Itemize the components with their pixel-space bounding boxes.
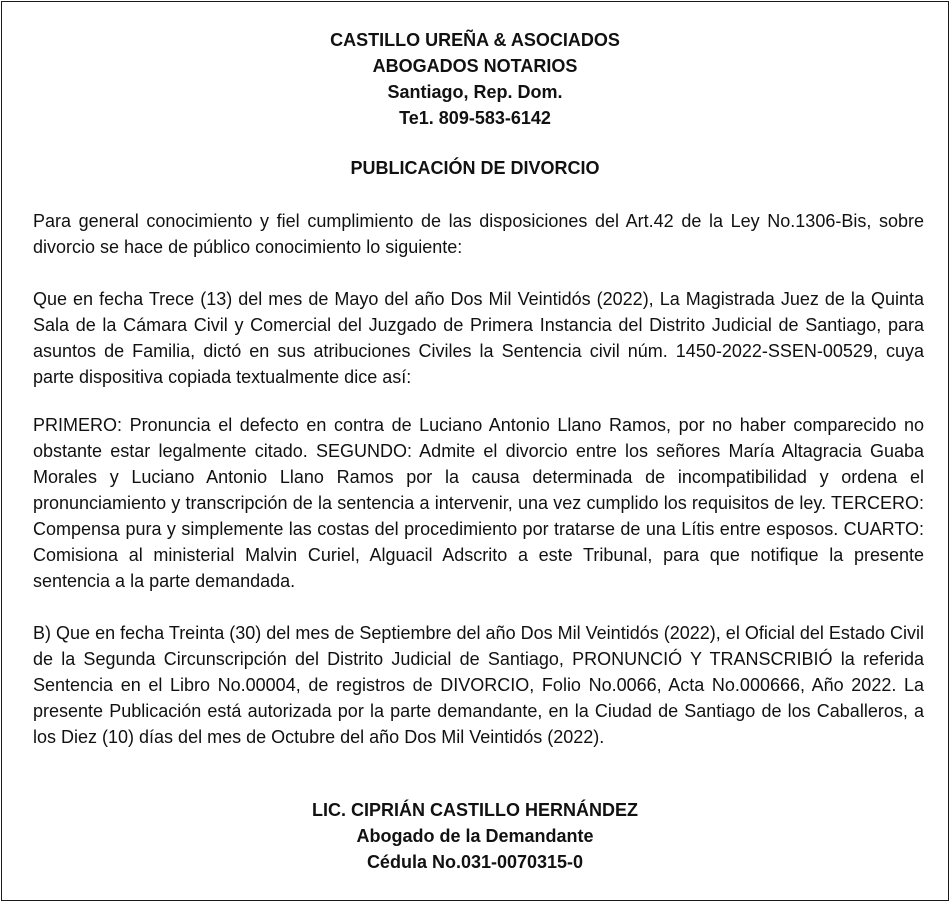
signatory-role: Abogado de la Demandante (356, 826, 594, 846)
notice-frame (1, 1, 949, 901)
signatory-id: Cédula No.031-0070315-0 (366, 852, 584, 872)
registration-paragraph: B) Que en fecha Treinta (30) del mes de Septiembre del año Dos Mil Veintidós (2022), el Oficial del Estado Civil de la Segunda Circunscripción del Distrito Judicial de Santiago, PRONUNCIÓ Y TRANSCRIBIÓ la referida Sentencia en el Libro No.00004, de registros de DIVORCIO, Folio No.0066, Acta No.000666, Año 2022. La presente Publicación está autorizada por la parte demandante, en la Ciudad de Santiago de los Caballeros, a los Diez (10) días del mes de Octubre del año Dos Mil Veintidós (2022). (33, 623, 924, 747)
firm-subtitle: ABOGADOS NOTARIOS (372, 56, 578, 76)
firm-phone: Te1. 809-583-6142 (399, 108, 551, 128)
notice-title: PUBLICACIÓN DE DIVORCIO (350, 158, 600, 178)
sentence-paragraph: Que en fecha Trece (13) del mes de Mayo del año Dos Mil Veintidós (2022), La Magistrada Juez de la Quinta Sala de la Cámara Civil y Comercial del Juzgado de Primera Instancia del Distrito Judicial de Santiago, para asuntos de Familia, dictó en sus atribuciones Civiles la Sentencia civil núm. 1450-2022-SSEN-00529, cuya parte dispositiva copiada textualmente dice así: (33, 289, 924, 387)
intro-paragraph: Para general conocimiento y fiel cumplimiento de las disposiciones del Art.42 de la Ley No.1306-Bis, sobre divorcio se hace de público conocimiento lo siguiente: (33, 211, 924, 257)
dispositive-paragraph: PRIMERO: Pronuncia el defecto en contra de Luciano Antonio Llano Ramos, por no haber comparecido no obstante estar legalmente citado. SEGUNDO: Admite el divorcio entre los señores María Altagracia Guaba Morales y Luciano Antonio Llano Ramos por la causa determinada de incompatibilidad y ordena el pronunciamiento y transcripción de la sentencia a intervenir, una vez cumplido los requisitos de ley. TERCERO: Compensa pura y simplemente las costas del procedimiento por tratarse de una Lítis entre esposos. CUARTO: Comisiona al ministerial Malvin Curiel, Alguacil Adscrito a este Tribunal, para que notifique la presente sentencia a la parte demandada. (33, 415, 924, 591)
firm-location: Santiago, Rep. Dom. (387, 82, 563, 102)
letterhead (2, 27, 948, 131)
signature-block (2, 797, 948, 875)
firm-name: CASTILLO UREÑA & ASOCIADOS (330, 30, 620, 50)
signatory-name: LIC. CIPRIÁN CASTILLO HERNÁNDEZ (312, 800, 638, 820)
